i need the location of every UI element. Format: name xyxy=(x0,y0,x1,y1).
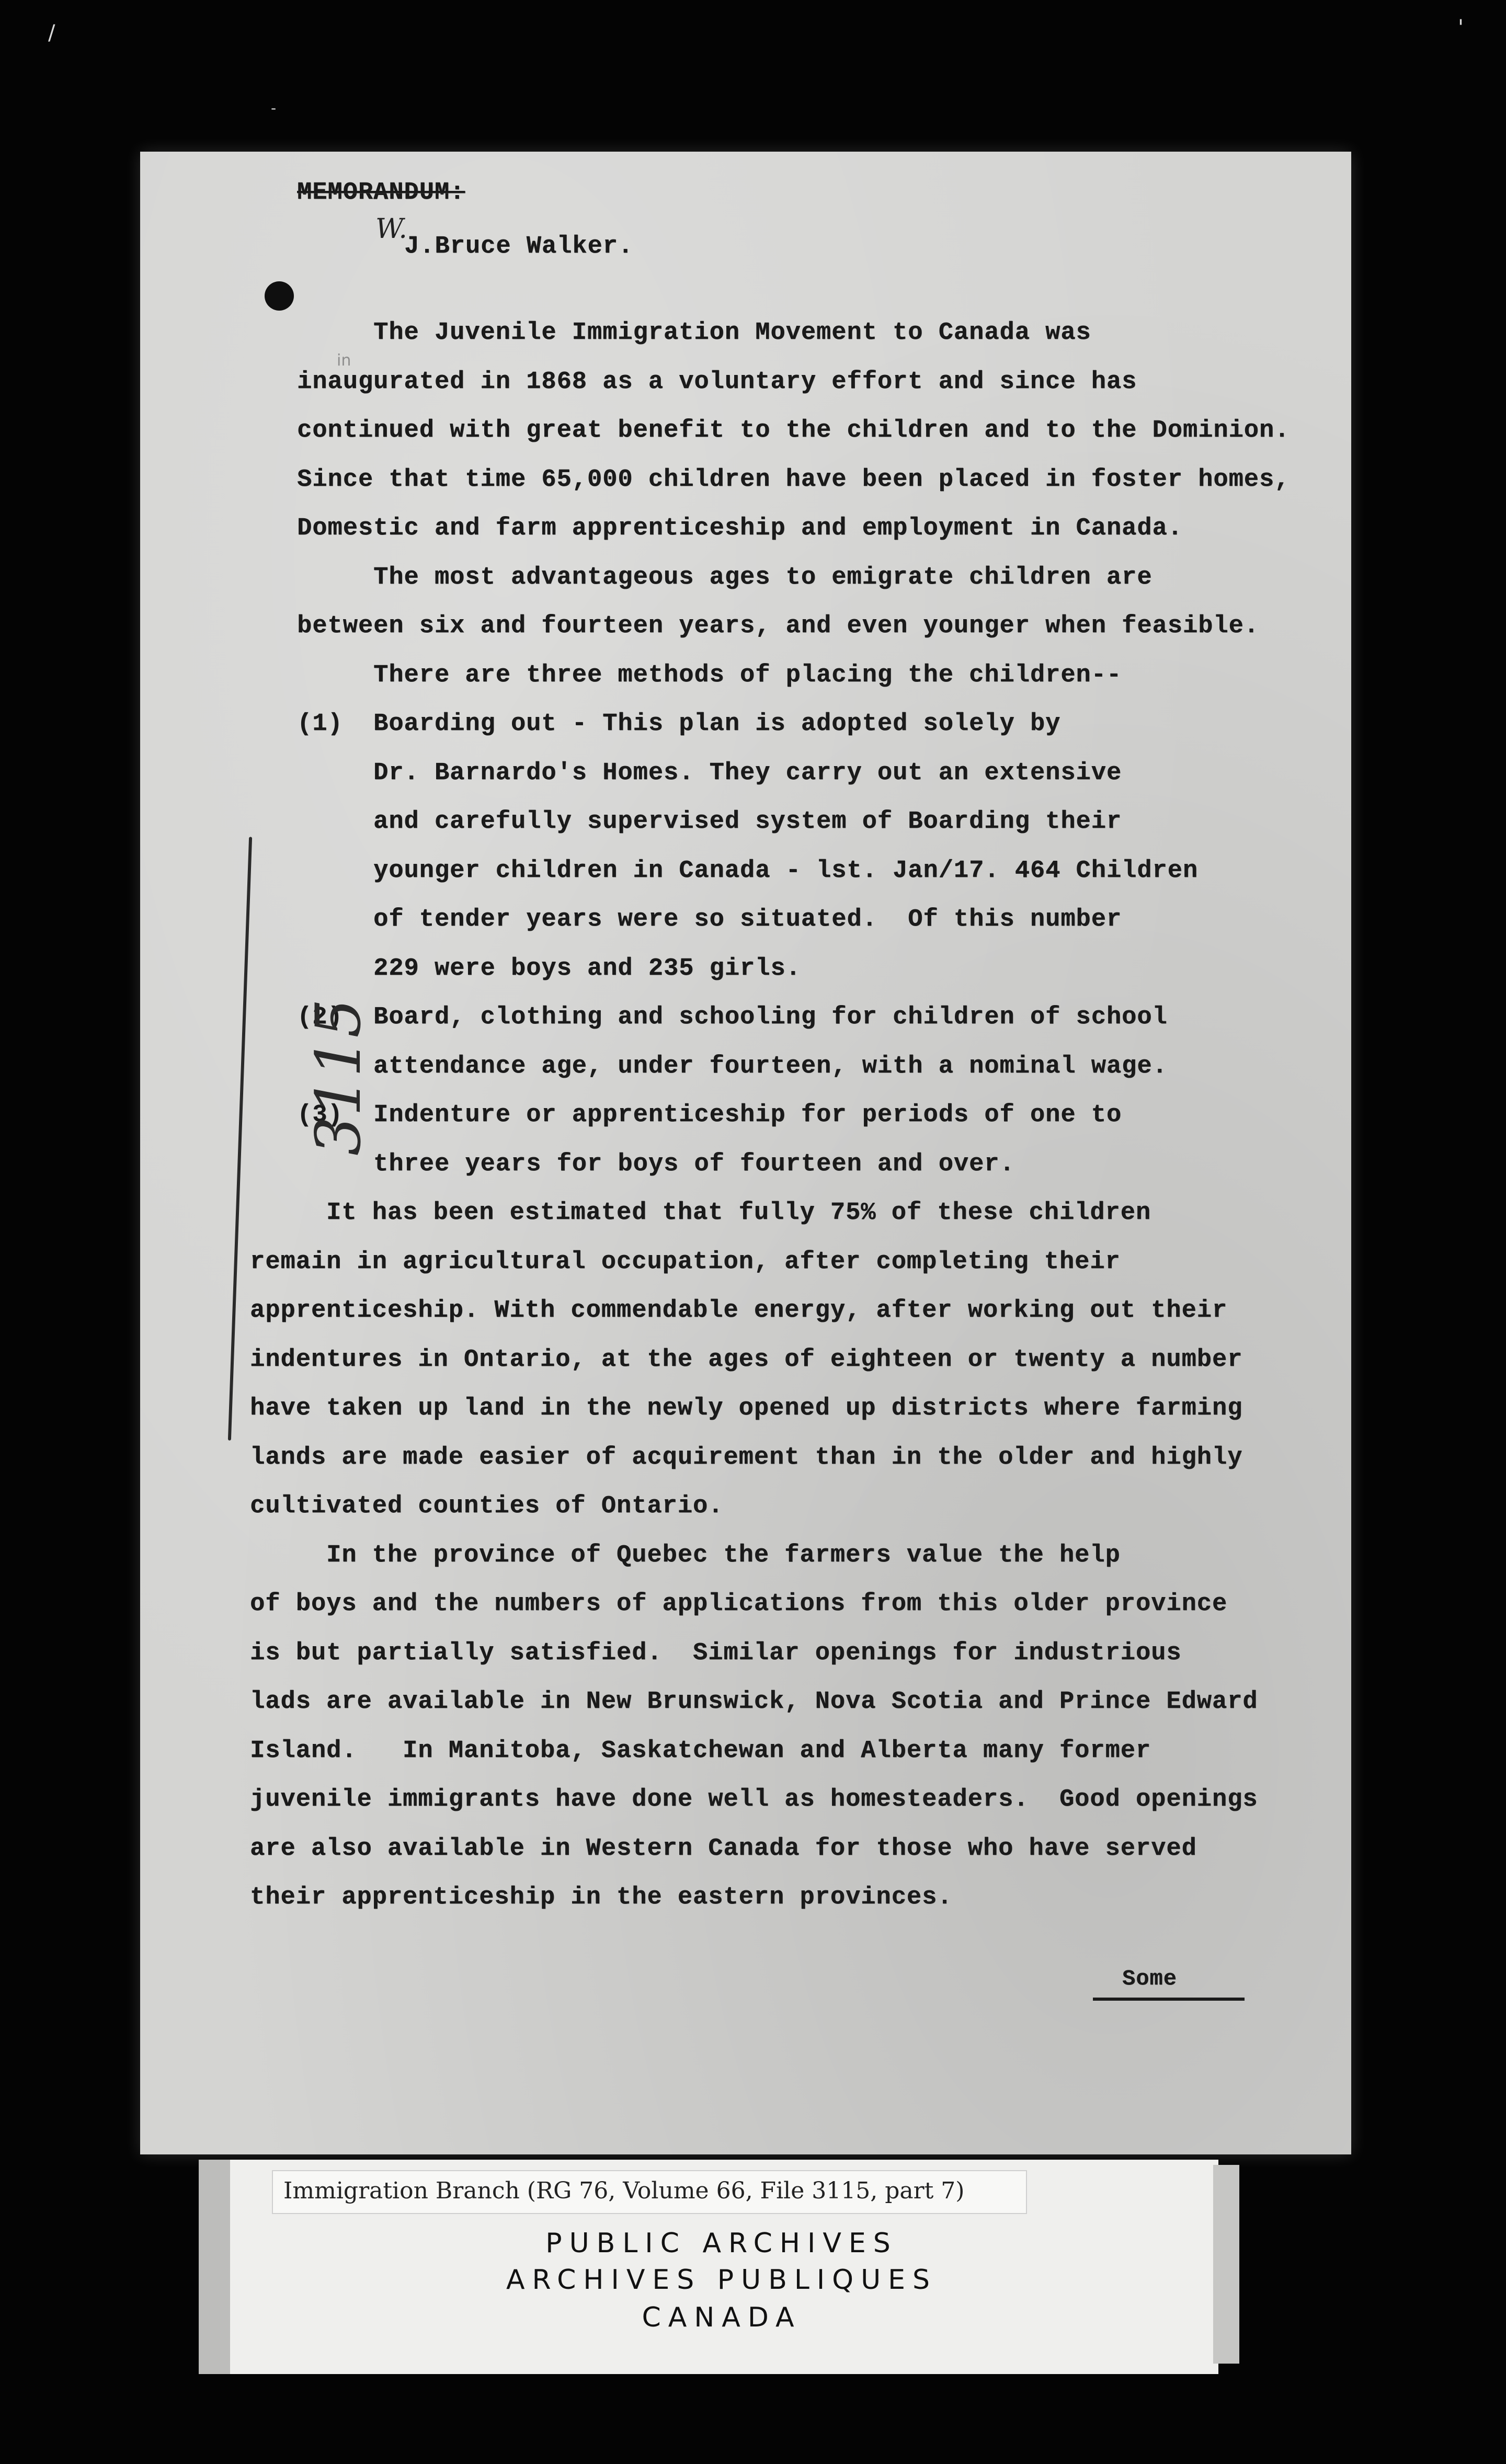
memo-line: inaugurated in 1868 as a voluntary effort and since has xyxy=(297,368,1137,396)
memo-line: Domestic and farm apprenticeship and employment in Canada. xyxy=(297,515,1183,542)
memo-line: 229 were boys and 235 girls. xyxy=(297,954,801,983)
memo-addressee: J.Bruce Walker. xyxy=(404,233,634,260)
memo-line: and carefully supervised system of Boarding their xyxy=(297,808,1122,836)
handwritten-initial: W. xyxy=(375,213,407,245)
pencil-mark: in xyxy=(337,351,351,370)
memo-line: continued with great benefit to the children and to the Dominion. xyxy=(297,417,1290,444)
film-speck: - xyxy=(271,99,277,117)
memo-line: juvenile immigrants have done well as homesteaders. Good openings xyxy=(250,1786,1258,1813)
memo-line: younger children in Canada - lst. Jan/17. 464 Children xyxy=(297,857,1199,885)
memo-line: There are three methods of placing the children-- xyxy=(297,661,1122,689)
memo-line: are also available in Western Canada for those who have served xyxy=(250,1834,1197,1863)
memo-line: The most advantageous ages to emigrate children are xyxy=(297,563,1153,591)
memo-line: of tender years were so situated. Of this number xyxy=(297,906,1122,933)
catchword: Some xyxy=(1122,1966,1177,1991)
memo-line: three years for boys of fourteen and over. xyxy=(297,1150,1015,1178)
memo-line: attendance age, under fourteen, with a nominal wage. xyxy=(297,1052,1168,1080)
archive-label xyxy=(225,2160,1218,2374)
memo-line: their apprenticeship in the eastern provinces. xyxy=(250,1884,953,1911)
memo-line: lads are available in New Brunswick, Nova Scotia and Prince Edward xyxy=(250,1688,1258,1716)
memo-line: indentures in Ontario, at the ages of eighteen or twenty a number xyxy=(250,1345,1243,1374)
memo-line: lands are made easier of acquirement than in the older and highly xyxy=(250,1443,1243,1471)
memo-line: Since that time 65,000 children have been placed in foster homes, xyxy=(297,465,1290,494)
catchword-rule xyxy=(1093,1998,1245,2001)
memo-line: have taken up land in the newly opened up districts where farming xyxy=(250,1395,1243,1422)
memo-line: remain in agricultural occupation, after completing their xyxy=(250,1248,1121,1276)
memorandum-page xyxy=(140,152,1351,2154)
archive-line-country: CANADA xyxy=(642,2302,802,2333)
memo-heading: MEMORANDUM: xyxy=(297,179,465,207)
memo-line: cultivated counties of Ontario. xyxy=(250,1492,724,1520)
film-speck: / xyxy=(48,21,55,45)
reference-box xyxy=(272,2170,1027,2214)
ink-blot xyxy=(265,281,294,311)
memo-line: In the province of Quebec the farmers value the help xyxy=(250,1541,1121,1569)
archive-reference: Immigration Branch (RG 76, Volume 66, File 3115, part 7) xyxy=(283,2177,965,2204)
memo-line: apprenticeship. With commendable energy, after working out their xyxy=(250,1297,1228,1325)
memo-line: Dr. Barnardo's Homes. They carry out an extensive xyxy=(297,759,1122,787)
archive-line-english: PUBLIC ARCHIVES xyxy=(545,2228,898,2259)
memo-line: (1) Boarding out - This plan is adopted solely by xyxy=(297,710,1061,738)
memo-line: Island. In Manitoba, Saskatchewan and Alberta many former xyxy=(250,1737,1151,1765)
memo-line: It has been estimated that fully 75% of these children xyxy=(250,1199,1151,1227)
archive-line-french: ARCHIVES PUBLIQUES xyxy=(506,2264,938,2296)
memo-line: between six and fourteen years, and even younger when feasible. xyxy=(297,612,1259,640)
memo-line: (2) Board, clothing and schooling for children of school xyxy=(297,1003,1168,1031)
memo-line: The Juvenile Immigration Movement to Canada was xyxy=(297,319,1091,347)
film-speck: ' xyxy=(1458,16,1464,40)
memo-line: is but partially satisfied. Similar openings for industrious xyxy=(250,1639,1182,1667)
memo-line: of boys and the numbers of applications from this older province xyxy=(250,1590,1228,1618)
memo-line: (3) Indenture or apprenticeship for periods of one to xyxy=(297,1101,1122,1129)
margin-file-number: 3115 xyxy=(302,998,374,1156)
margin-pencil-line xyxy=(228,837,252,1441)
